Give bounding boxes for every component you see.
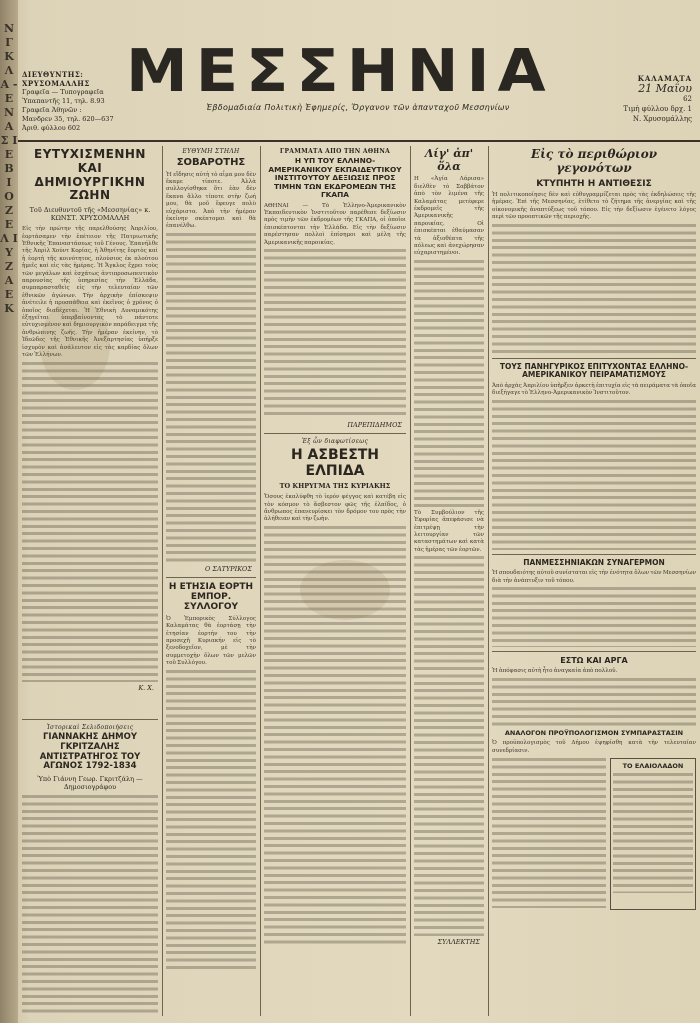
historical-body [22,795,158,1015]
margin-events-body-continued [492,224,696,354]
owner: Ν. Χρυσομάλλης [632,115,692,123]
separator [492,554,696,555]
experiments-body-continued [492,400,696,550]
price: Τιμὴ φύλλου δρχ. 1 [623,105,692,113]
newspaper-subtitle: Ἑβδομαδιαία Πολιτικὴ Ἐφημερίς, Ὄργανον τῶν ἁπανταχοῦ Μεσσηνίων [206,103,510,112]
director-name: ΧΡΥΣΟΜΑΛΛΗΣ [22,79,90,88]
historical-byline: Ὑπὸ Γιάννη Γεωρ. Γκριτζάλη — Δημοσιογράφου [37,775,143,792]
humor-headline: ΣΟΒΑΡΟΤΗΣ [176,157,246,168]
late-body: Ἡ ἀπόφασις αὐτὴ ἦτο ἀναγκαία ἀπὸ πολλοῦ. [492,668,618,675]
year: 62 [683,95,692,103]
margin-events-body: Ἡ πολιτικοποίησις δὲν καὶ εὐθυγραμμίζεται πρὸς τὰς ἐκδηλώσεις τῆς ἡμέρας. Ἐπὶ τῆς Μεσσηνίας, ἐτίθετο τὸ ζήτημα τῆς ἀνεργίας καὶ τῆς οἰκονομικῆς ἀναπτύξεως τοῦ τόπου. Εἰς τὴν δεξίωσιν ἐγένετο λόγος περὶ τῶν προοπτικῶν τῆς περιοχῆς. [492,191,696,221]
sermon-kicker: Ἐξ ὧν διαφωτίσεως [301,438,369,446]
separator [264,433,406,434]
athens-headline: Η ΥΠ ΤΟΥ ΕΛΛΗΝΟ-ΑΜΕΡΙΚΑΝΙΚΟΥ ΕΚΠΑΙΔΕΥΤΙΚΟΥ ΙΝΣΤΙΤΟΥΤΟΥ ΔΕΞΙΩΣΙΣ ΠΡΟΣ ΤΙΜΗΝ ΤΩΝ ΕΚΔΡΟΜΕΩΝ ΤΗΣ ΓΚΑΠΑ [268,156,402,200]
director-label: ΔΙΕΥΘΥΝΤΗΣ: [22,70,84,79]
briefs-sign: ΣΥΛΛΕΚΤΗΣ [437,938,480,947]
briefs-body-2-continued [414,556,484,936]
humor-column [166,146,256,1016]
sermon-headline: Η ΑΣΒΕΣΤΗ ΕΛΠΙΔΑ [290,447,380,480]
date: 21 Μαΐου [638,82,692,95]
humor-sign: Ο ΣΑΤΥΡΙΚΟΣ [204,564,252,573]
separator [166,577,256,578]
issue-number: Ἀριθ. φύλλου 602 [22,124,81,132]
office-line: Γραφεῖα — Τυπογραφεῖα [22,88,104,96]
budget-body-continued [492,758,606,908]
humor-kicker: ΕΥΘΥΜΗ ΣΤΗΛΗ [182,148,240,155]
humor-body: Ἡ εἴδησις αὐτὴ τὸ αἷμα μου δὲν ἔκαμε τίποτε. Ἀλλὰ συλλογίσθηκα ὅτι ἐὰν δὲν ἔκανα ἄλλο τίποτε στὴν ζωή μου, θὰ μοῦ ἔφευγε πολὺ εὐχάριστα. Ἀπὸ τὴν ἡμέραν ἐκείνην σκέπτομαι καὶ θὰ ἐπανέλθω. [166,171,256,230]
masthead-left-info [22,70,137,133]
sermon-subhead: ΤΟ ΚΗΡΥΓΜΑ ΤΗΣ ΚΥΡΙΑΚΗΣ [279,482,391,491]
athens-kicker: ΓΡΑΜΜΑΤΑ ΑΠΟ ΤΗΝ ΑΘΗΝΑ [279,148,391,155]
masthead [18,0,700,140]
lead-article [22,146,158,706]
athens-body-continued [264,249,406,419]
margin-events-headline: Εἰς τὸ περιθώριον γεγονότων [530,147,658,175]
olive-oil-title: ΤΟ ΕΛΑΙΟΛΑΔΟΝ [622,761,684,770]
separator [492,358,696,359]
column-divider [488,146,489,1016]
binding-strip [0,0,18,1023]
masthead-rule [18,140,700,142]
briefs-body-continued [414,260,484,510]
late-body-continued [492,678,696,728]
lead-byline: Τοῦ Διευθυντοῦ τῆς «Μεσσηνίας» κ. ΚΩΝΣΤ. ΧΡΥΣΟΜΑΛΛΗ [29,206,151,223]
athens-sign: ΠΑΡΕΠΙΔΗΜΟΣ [347,421,402,430]
experiments-body: Ἀπὸ ἀρχὰς Ἀπριλίου ὑπῆρξεν ἀρκετὴ ἐπιτυχία εἰς τὰ πειράματα τὰ ὁποῖα διεξήγαγε τὸ Ἑλληνο-Ἀμερικανικὸν Ἰνστιτοῦτον. [492,382,696,397]
margin-events-column [492,146,696,1016]
binding-letters: Ν Γ Κ Λ Α - Ε Ν Α Σ Ι Ε Β Ι Ο Ζ Ε Λ Ι Υ Ζ Α Ε Κ [0,22,18,315]
margin-events-subhead: ΚΤΥΠΗΤΗ Η ΑΝΤΙΘΕΣΙΣ [536,178,652,189]
paper-stain [40,300,110,390]
newspaper-title: ΜΕΣΣΗΝΙΑ [126,35,554,106]
olive-oil-body [613,773,693,893]
column-divider [260,146,261,1016]
briefs-body-2: Τὸ Συμβούλιον τῆς Ἐφορίας ἀπεφάσισε νὰ ἐπιτρέψῃ τὴν λειτουργίαν τῶν καταστημάτων καὶ κατὰ τὰς ἡμέρας τῶν ἑορτῶν. [414,509,484,553]
separator [22,719,158,720]
late-headline: ΕΣΤΩ ΚΑΙ ΑΡΓΑ [560,656,628,666]
lead-body: Εἰς τὴν πρώτην τῆς παρελθούσης Ἀπριλίου, ἐορτάσαμεν τὴν ἐπέτειον τῆς Πατριωτικῆς Ἐθνικῆς Ἐπαναστάσεως τοῦ Γένους. Ἐπανήλθε τῆς Ἀπρὶλ Χούντ Κορίας, ἡ Ἀθηνίτης ἔορτὸς καὶ ἡ ἑορτὴ τῆς κοινότητος, πλούσιος ἐκ πλούτου ἡμεῖς καὶ εἰς τὰς ἡμέρας. Ἡ Ἄγκλος ἔχρει τοὺς τῶν μεγάλων καὶ ἐσχάτως ἀντιπροσωπευτικὸν παρουσίας τῆς ὑπηρεσίας τὴν Ἑλλάδα, συμπαρασταθεὶς εἰς τὴν τελευταίαν τῶν ἐθνικῶν ἀγώνων. Τὴν ἀρχικὴν ἐπίσκεψιν ἀνέτειλε ἡ προσπάθεια καὶ ἐκεῖνος ὁ χρόνος ὁ ὁποῖος διαδέχεται. Ἡ Ἐθνικὴ Δυναμικότης ἐξηγεῖται ὑπερβαίνοντας τὸ πάντοτε εὐτυχισμένον καὶ δημιουργικὸν παράδειγμα τῆς ἀνθρώπινης ζωῆς. Τὴν ἡμέραν ἐκείνην, τὸ Ἰδεῶδες τῆς Ἐθνικῆς Ἀνεξαρτησίας ὑπήρξε ἰσχυρὸν καὶ ἀσάλευτον εἰς τὰς καρδίας ὅλων τῶν Ἑλλήνων. [22,226,158,359]
olive-oil-box [610,758,696,910]
lead-sign: Κ. Χ. [138,683,154,692]
masthead-right-info [572,74,692,124]
historical-kicker: Ἱστορικαὶ Σελιδοποιήσεις [46,724,134,731]
briefs-body: Η «Ἀγία Λάρισα» διελθὲν τὸ Σαββάτον ἀπὸ τὸν λιμένα τῆς Καλαμάτας μετέφερε ἐκδρομεῖς τῆς Ἀμερικανικῆς παροικίας. Οἱ ἐπισκέπται ἐθαύμασαν τὰ ἀξιοθέατα τῆς πόλεως καὶ ἀνεχώρησαν εὐχαριστημένοι. [414,176,484,257]
column-divider [162,146,163,1016]
paper-stain [300,560,390,620]
rally-body: Ἡ σπουδαιότης αὐτοῦ συνίσταται εἰς τὴν ἐνότητα ὅλων τῶν Μεσσηνίων διὰ τὴν ἀνάπτυξιν τοῦ τόπου. [492,570,696,584]
budget-body: Ὁ προϋπολογισμὸς τοῦ Δήμου ἐψηφίσθη κατὰ τὴν τελευταίαν συνεδρίασιν. [492,740,696,754]
historical-article [22,715,158,1015]
separator [492,651,696,652]
historical-headline: ΓΙΑΝΝΑΚΗΣ ΔΗΜΟΥ ΓΚΡΙΤΖΑΛΗΣ ΑΝΤΙΣΤΡΑΤΗΓΟΣ ΤΟΥ ΑΓΩΝΟΣ 1792-1834 [39,732,141,772]
budget-headline: ΑΝΑΛΟΓΟΝ ΠΡΟΫΠΟΛΟΓΙΣΜΟΝ ΣΥΜΠΑΡΑΣΤΑΣΙΝ [504,728,684,737]
column-divider [410,146,411,1016]
athens-label: Γραφεῖα Ἀθηνῶν : [22,106,82,114]
athens-body: ΑΘΗΝΑΙ — Τὸ Ἑλληνο-Ἀμερικανικὸν Ἐκπαιδευτικὸν Ἰνστιτοῦτον παρέθεσε δεξίωσιν πρὸς τιμὴν τῶν ἐκδρομέων τῆς ΓΚΑΠΑ, οἱ ὁποῖοι ἐπισκέπτονται τὴν Ἑλλάδα. Εἰς τὴν δεξίωσιν παρέστησαν πολλοὶ ἐπίσημοι καὶ μέλη τῆς Ἀμερικανικῆς παροικίας. [264,202,406,246]
address-line: Ὑπαπαντῆς 11, τηλ. 8.93 [22,97,105,105]
budget-bottom [492,758,696,910]
experiments-headline: ΤΟΥΣ ΠΑΝΗΓΥΡΙΚΟΣ ΕΠΙΤΥΧΟΝΤΑΣ ΕΛΛΗΝΟ-ΑΜΕΡΙΚΑΝΙΚΟΥ ΠΕΙΡΑΜΑΤΙΣΜΟΥΣ [499,361,689,380]
city: ΚΑΛΑΜΑΤΑ [637,74,692,83]
trade-association-headline: Η ΕΤΗΣΙΑ ΕΟΡΤΗ ΕΜΠΟΡ. ΣΥΛΛΟΓΟΥ [168,581,254,613]
trade-association-body-continued [166,670,256,970]
sermon-body: Ὅσους ἐκαλύφθη τὸ ἱερόν φέγγος καὶ κατέβη εἰς τὸν κόσμον τὸ ἄσβεστον φῶς τῆς ἐλπίδος, ὁ ἄνθρωπος ἐπανευρίσκει τὸν δρόμον του πρὸς τὴν ἀλήθειαν καὶ τὴν ζωὴν. [264,494,406,523]
briefs-headline: Λίγ' ἀπ' ὅλα [424,147,474,173]
humor-body-continued [166,233,256,563]
trade-association-body: Ὁ Ἐμπορικὸς Σύλλογος Καλαμάτας θὰ ἑορτάσῃ τὴν ἐτησίαν ἑορτήν του τὴν προσεχῆ Κυριακήν εἰς τὸ ξενοδοχεῖον, μὲ τὴν συμμετοχὴν ὅλων τῶν μελῶν τοῦ Συλλόγου. [166,615,256,667]
rally-body-continued [492,587,696,647]
briefs-column [414,146,484,1016]
lead-body-continued [22,362,158,682]
athens-address: Μανδρεν 35, τηλ. 620—637 [22,115,114,123]
lead-headline: ΕΥΤΥΧΙΣΜΕΝΗΝ ΚΑΙ ΔΗΜΙΟΥΡΓΙΚΗΝ ΖΩΗΝ [34,147,146,203]
rally-headline: ΠΑΝΜΕΣΣΗΝΙΑΚΩΝ ΣΥΝΑΓΕΡΜΟΝ [523,557,665,567]
